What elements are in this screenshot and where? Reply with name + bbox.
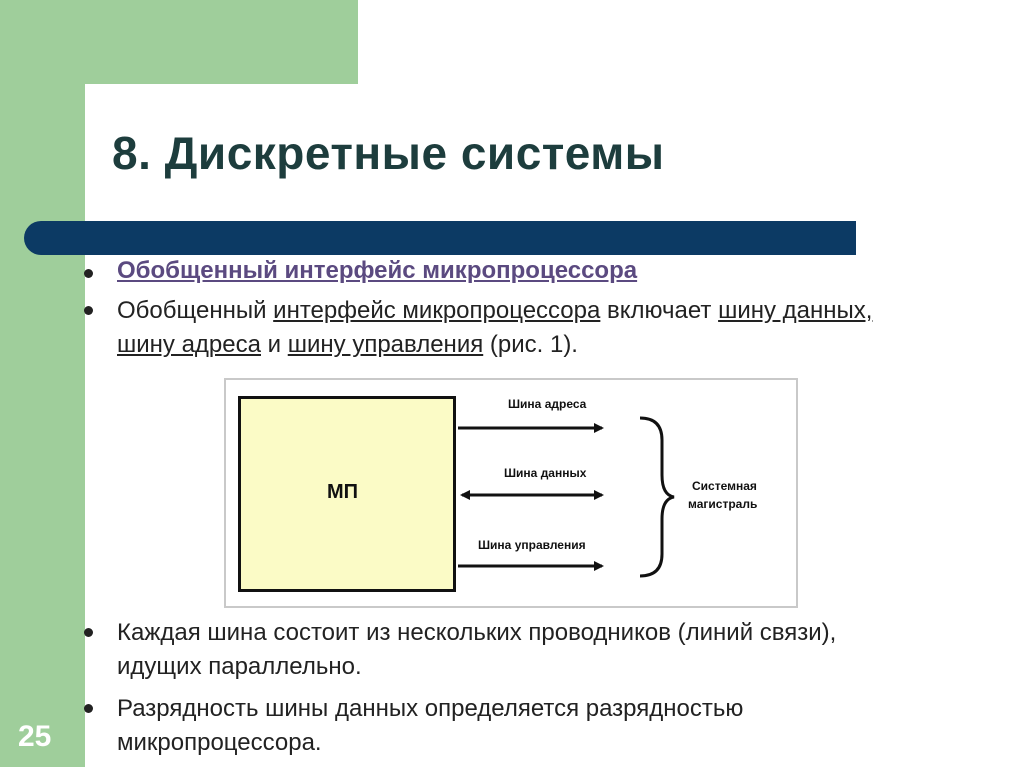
bullet-2-text: включает bbox=[600, 297, 719, 324]
bullet-3-line-1: Каждая шина состоит из нескольких проводников (линий связи), bbox=[117, 619, 837, 646]
address-bus-label: Шина адреса bbox=[508, 397, 587, 411]
link-interface[interactable]: интерфейс микропроцессора bbox=[273, 297, 601, 324]
bullet-2-text: и bbox=[260, 331, 288, 358]
bullet-3-line-2: идущих параллельно. bbox=[117, 653, 362, 680]
data-bus-label: Шина данных bbox=[504, 466, 587, 480]
link-control-bus[interactable]: шину управления bbox=[287, 331, 484, 358]
system-bus-label-2: магистраль bbox=[688, 497, 758, 511]
bullet-dot bbox=[84, 704, 93, 713]
slide-number: 25 bbox=[18, 720, 52, 753]
system-bus-label-1: Системная bbox=[692, 479, 757, 493]
bullet-2-text: (рис. 1). bbox=[483, 331, 578, 358]
slide-title: 8. Дискретные системы bbox=[112, 127, 665, 179]
link-data-bus[interactable]: шину данных, bbox=[718, 297, 873, 324]
bullet-4-line-2: микропроцессора. bbox=[117, 729, 322, 756]
bullet-dot bbox=[84, 628, 93, 637]
microprocessor-label: МП bbox=[327, 481, 359, 503]
system-bus-brace bbox=[640, 418, 674, 576]
link-address-bus[interactable]: шину адреса bbox=[117, 331, 261, 358]
bullet-4-line-1: Разрядность шины данных определяется разрядностью bbox=[117, 695, 744, 722]
control-bus-label: Шина управления bbox=[478, 538, 586, 552]
bullet-2-text: Обобщенный bbox=[117, 297, 274, 324]
bullet-1-link[interactable]: Обобщенный интерфейс микропроцессора bbox=[117, 257, 638, 284]
